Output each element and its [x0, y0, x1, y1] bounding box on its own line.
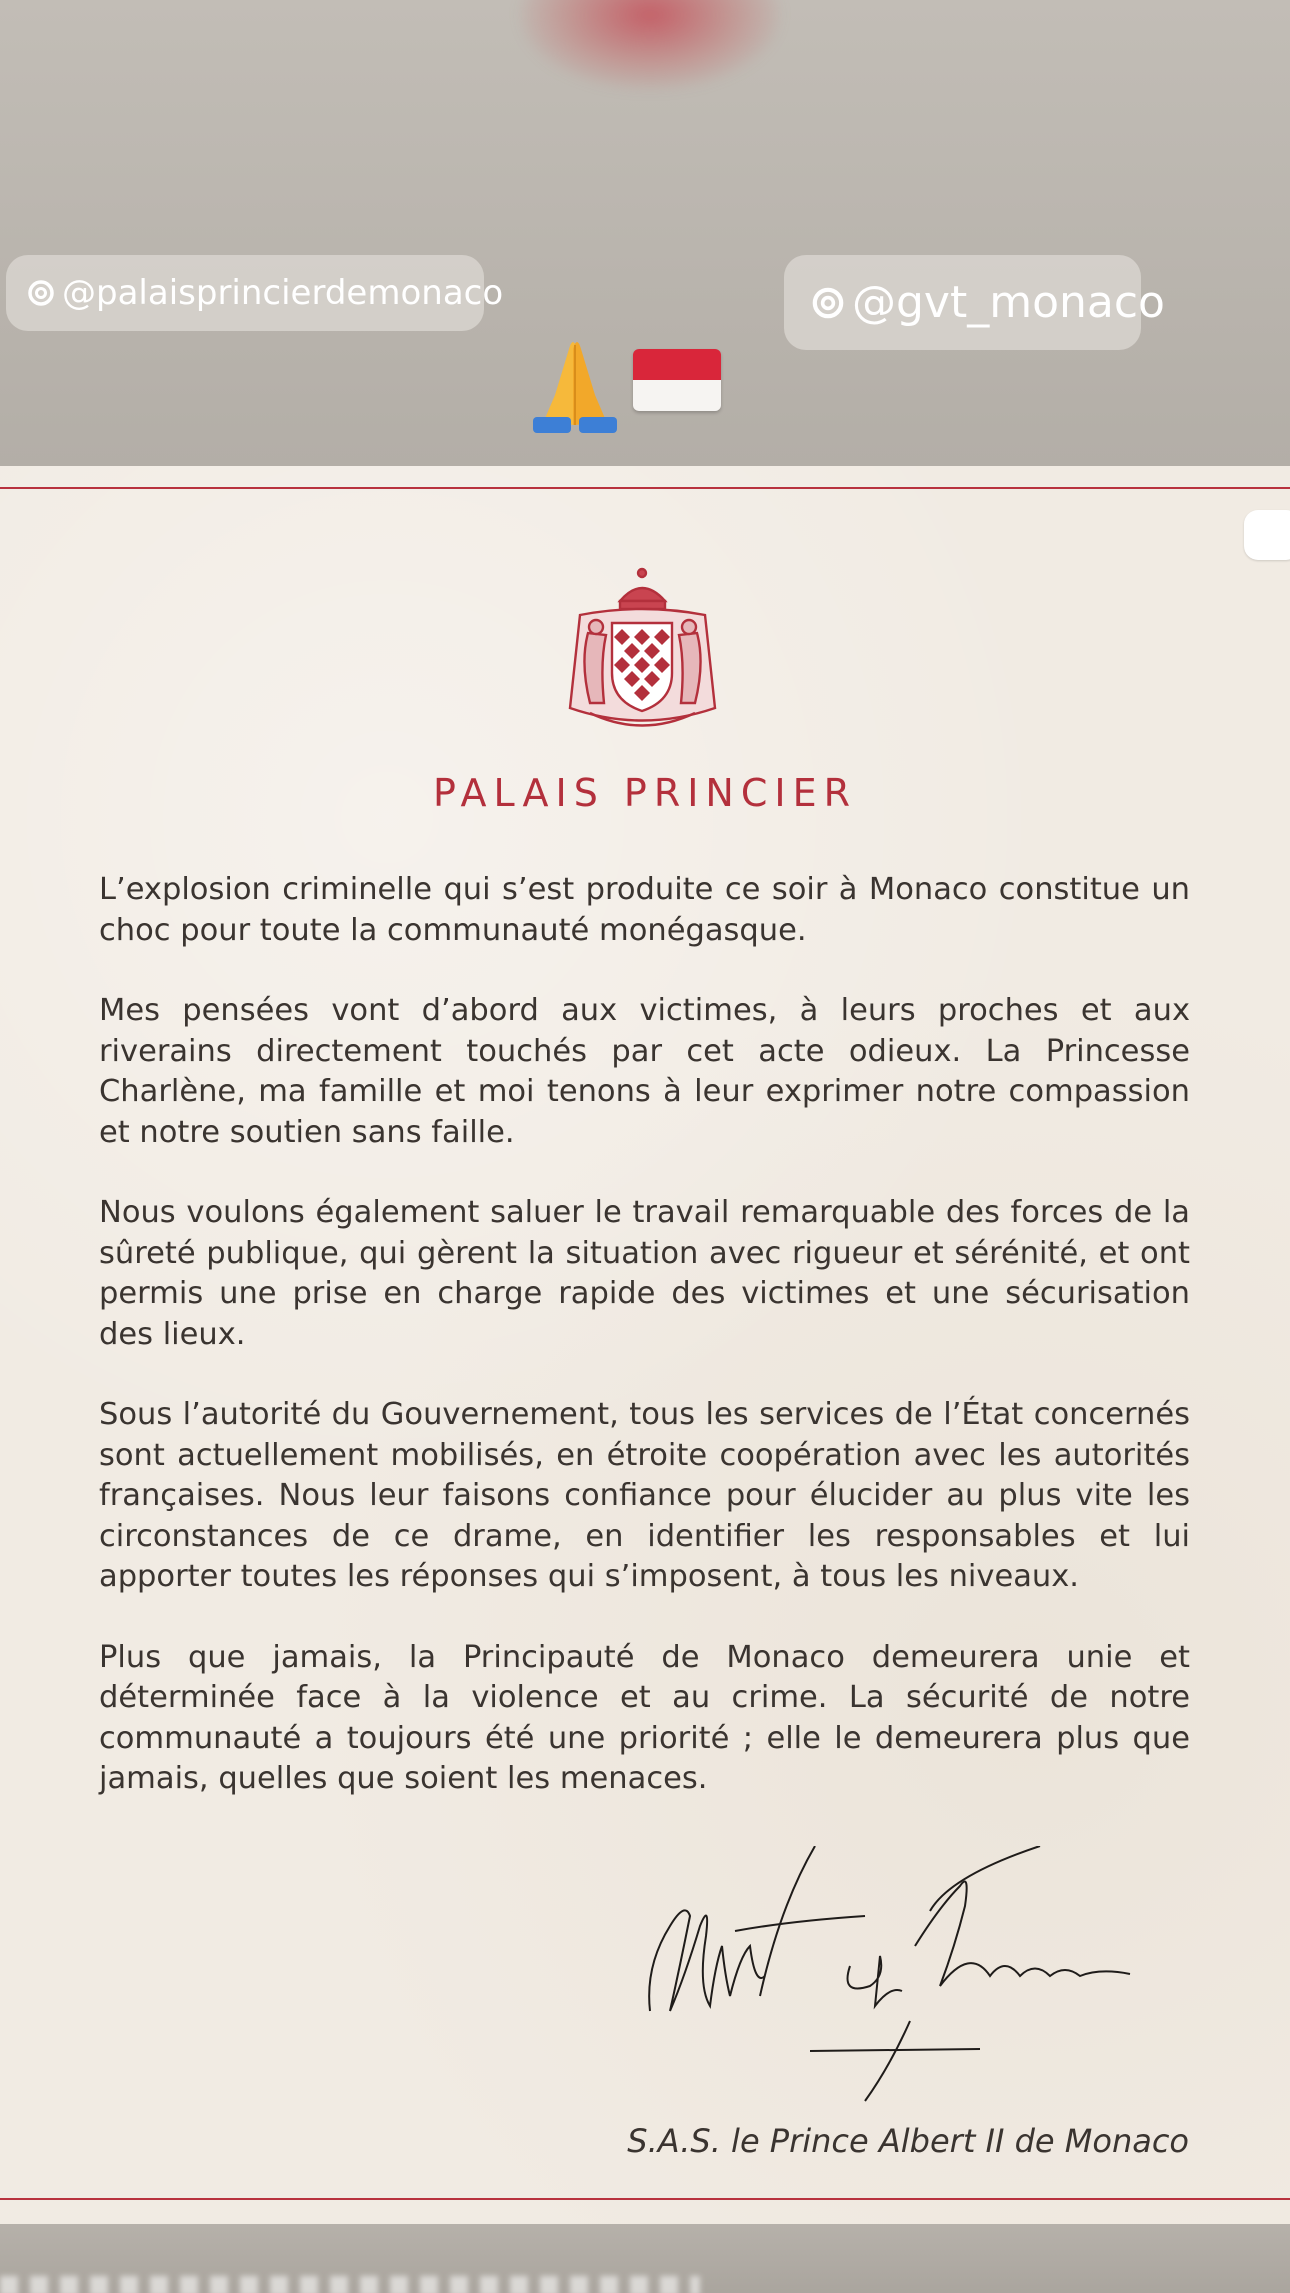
threads-icon: [26, 278, 56, 308]
monaco-flag-icon: [633, 349, 721, 411]
mention-label-gvt: @gvt_monaco: [852, 277, 1165, 328]
reply-bubble-icon[interactable]: [1244, 510, 1290, 560]
mention-sticker-palais[interactable]: [6, 255, 504, 331]
story-background-bottom: [0, 2224, 1290, 2293]
threads-icon: [810, 285, 846, 321]
paragraph: Sous l’autorité du Gouvernement, tous les services de l’État concernés sont actuellement mobilisés, en étroite coopération avec les autorités françaises. Nous leur faisons confiance pour élucider au plus vite les circonstances de ce drame, en identifier les responsables et lui apporter toutes les réponses qui s’imposent, à tous les niveaux.: [99, 1397, 1190, 1594]
letterhead-title: PALAIS PRINCIER: [432, 771, 858, 815]
communique-document: [0, 466, 1290, 2224]
paragraph: L’explosion criminelle qui s’est produite ce soir à Monaco constitue un choc pour toute la communauté monégasque.: [99, 872, 1190, 948]
paragraph: Plus que jamais, la Principauté de Monaco demeurera unie et déterminée face à la violence et au crime. La sécurité de notre communauté a toujours été une priorité ; elle le demeurera plus que jamais, quelles que soient les menaces.: [99, 1639, 1190, 1796]
handwritten-signature: [640, 1846, 1140, 2106]
praying-hands-icon: [525, 325, 625, 435]
top-red-rule: [0, 487, 1290, 489]
story-background-top: [0, 0, 1290, 466]
statement-body: [99, 870, 1190, 1840]
blurred-photo-area: [520, 0, 780, 90]
monaco-coat-of-arms-icon: [550, 563, 735, 743]
mention-sticker-gvt[interactable]: [784, 255, 1165, 350]
bottom-red-rule: [0, 2198, 1290, 2200]
mention-label-palais: @palaisprincierdemonaco: [62, 273, 504, 313]
paragraph: Nous voulons également saluer le travail remarquable des forces de la sûreté publique, qui gèrent la situation avec rigueur et sérénité, et ont permis une prise en charge rapide des victimes et une sécurisation des lieux.: [99, 1195, 1190, 1352]
paragraph: Mes pensées vont d’abord aux victimes, à leurs proches et aux riverains directement touchés par cet acte odieux. La Princesse Charlène, ma famille et moi tenons à leur exprimer notre compassion et notre soutien sans faille.: [99, 993, 1190, 1150]
blurred-caption-text: [0, 2276, 700, 2293]
signatory-line: S.A.S. le Prince Albert II de Monaco: [627, 2122, 1189, 2160]
emoji-sticker[interactable]: [525, 325, 721, 435]
